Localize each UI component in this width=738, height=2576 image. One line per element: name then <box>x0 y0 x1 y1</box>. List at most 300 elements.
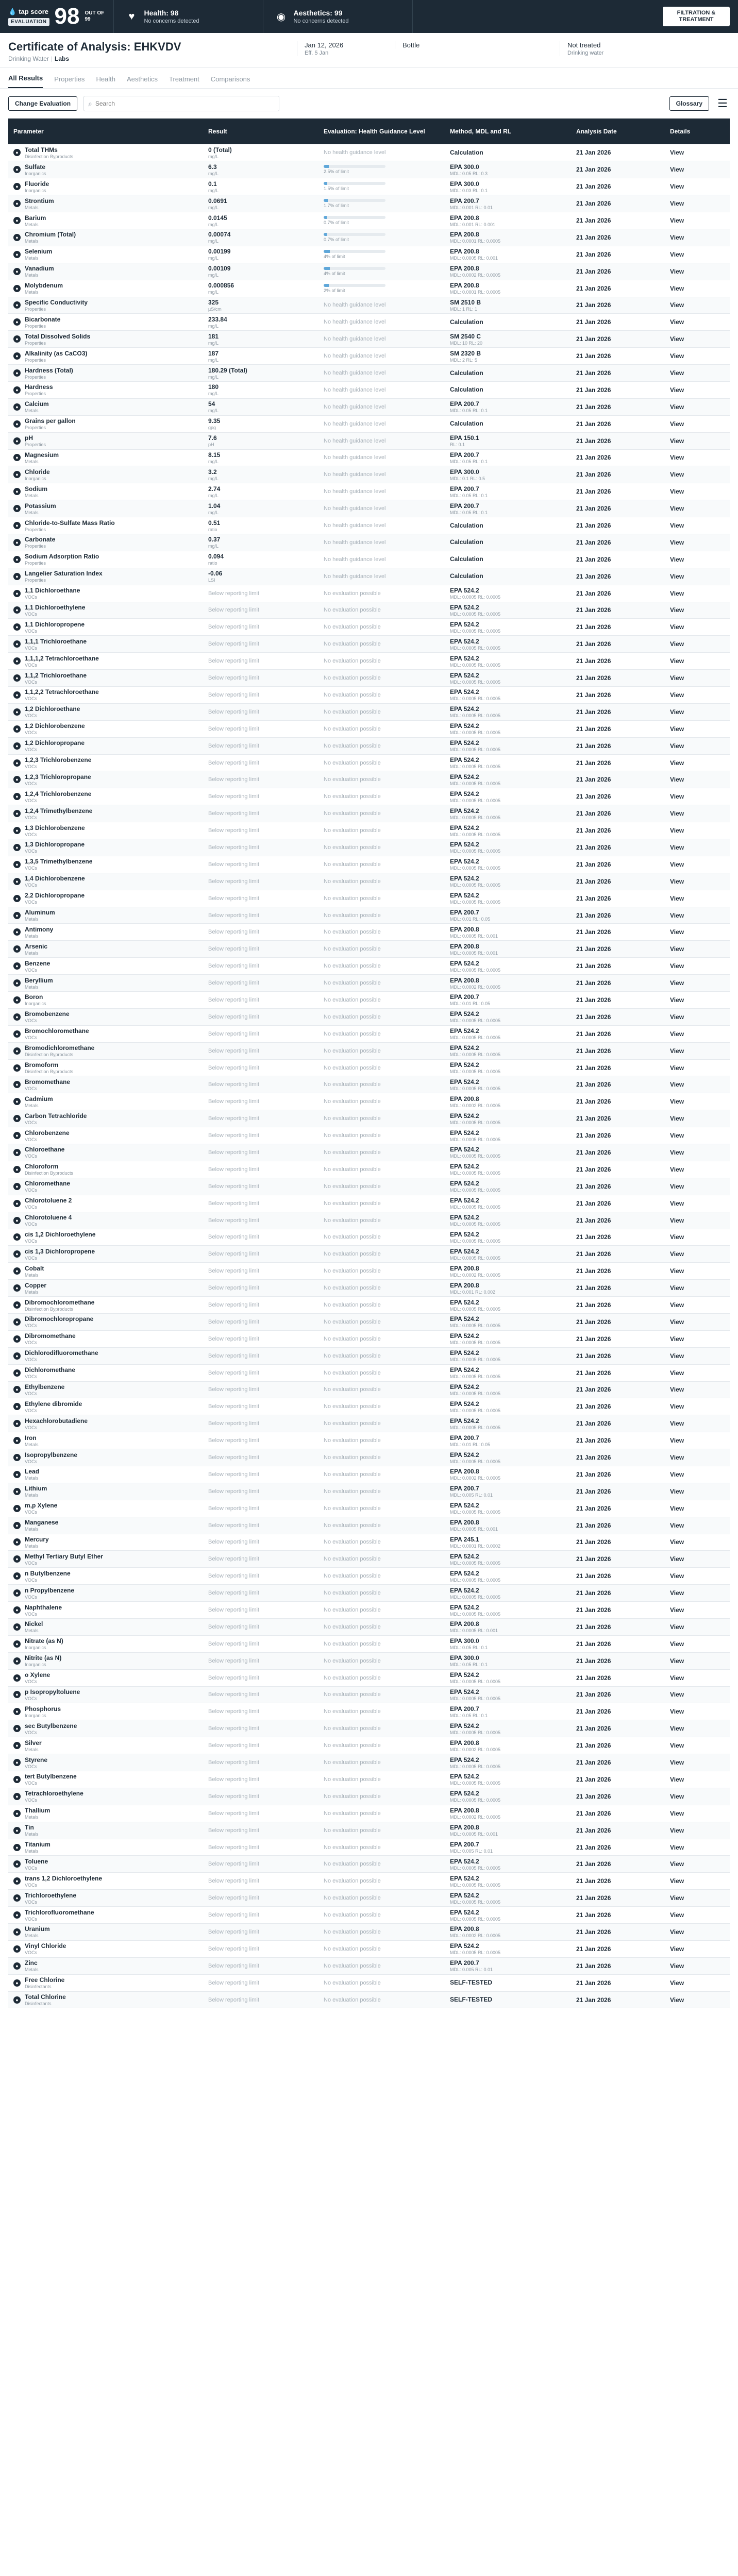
view-details-link[interactable]: View <box>670 335 684 343</box>
parameter-name[interactable]: Benzene <box>25 959 51 967</box>
view-details-link[interactable]: View <box>670 437 684 445</box>
table-row[interactable] <box>8 1280 730 1297</box>
table-row[interactable] <box>8 517 730 534</box>
table-row[interactable] <box>8 788 730 805</box>
table-row[interactable] <box>8 1229 730 1246</box>
parameter-name[interactable]: Chlorobenzene <box>25 1129 70 1137</box>
parameter-name[interactable]: Chromium (Total) <box>25 231 76 239</box>
table-row[interactable] <box>8 1025 730 1042</box>
parameter-name[interactable]: 1,1 Dichloroethane <box>25 587 80 595</box>
table-row[interactable] <box>8 280 730 297</box>
view-details-link[interactable]: View <box>670 522 684 530</box>
hamburger-menu-icon[interactable]: ☰ <box>717 97 728 110</box>
header-evaluation[interactable]: Evaluation: Health Guidance Level <box>318 118 445 144</box>
table-row[interactable] <box>8 585 730 602</box>
table-row[interactable] <box>8 466 730 483</box>
parameter-name[interactable]: n Butylbenzene <box>25 1569 71 1577</box>
table-row[interactable] <box>8 1805 730 1822</box>
table-row[interactable] <box>8 873 730 890</box>
glossary-button[interactable]: Glossary <box>669 96 709 111</box>
view-details-link[interactable]: View <box>670 369 684 377</box>
parameter-name[interactable]: pH <box>25 434 33 442</box>
view-details-link[interactable]: View <box>670 301 684 309</box>
table-row[interactable] <box>8 1686 730 1703</box>
parameter-name[interactable]: Cobalt <box>25 1264 44 1272</box>
view-details-link[interactable]: View <box>670 1199 684 1207</box>
view-details-link[interactable]: View <box>670 538 684 546</box>
parameter-name[interactable]: Tetrachloroethylene <box>25 1790 83 1798</box>
parameter-name[interactable]: Dibromochloromethane <box>25 1298 95 1306</box>
table-row[interactable] <box>8 483 730 500</box>
table-row[interactable] <box>8 246 730 263</box>
parameter-name[interactable]: n Propylbenzene <box>25 1586 75 1594</box>
view-details-link[interactable]: View <box>670 827 684 835</box>
parameter-name[interactable]: Nickel <box>25 1620 43 1628</box>
view-details-link[interactable]: View <box>670 572 684 580</box>
view-details-link[interactable]: View <box>670 708 684 716</box>
view-details-link[interactable]: View <box>670 267 684 275</box>
parameter-name[interactable]: Dichloromethane <box>25 1366 76 1374</box>
parameter-name[interactable]: Trichloroethylene <box>25 1891 77 1899</box>
view-details-link[interactable]: View <box>670 471 684 479</box>
table-row[interactable] <box>8 1737 730 1754</box>
table-row[interactable] <box>8 1940 730 1957</box>
view-details-link[interactable]: View <box>670 1081 684 1089</box>
table-row[interactable] <box>8 1364 730 1381</box>
view-details-link[interactable]: View <box>670 1047 684 1055</box>
table-row[interactable] <box>8 1466 730 1483</box>
parameter-name[interactable]: Alkalinity (as CaCO3) <box>25 349 88 357</box>
view-details-link[interactable]: View <box>670 1148 684 1156</box>
table-row[interactable] <box>8 670 730 687</box>
view-details-link[interactable]: View <box>670 1691 684 1699</box>
view-details-link[interactable]: View <box>670 149 684 157</box>
parameter-name[interactable]: Ethylene dibromide <box>25 1400 82 1408</box>
view-details-link[interactable]: View <box>670 623 684 631</box>
view-details-link[interactable]: View <box>670 284 684 292</box>
header-analysis-date[interactable]: Analysis Date <box>571 118 665 144</box>
view-details-link[interactable]: View <box>670 166 684 174</box>
view-details-link[interactable]: View <box>670 1064 684 1072</box>
view-details-link[interactable]: View <box>670 1216 684 1224</box>
parameter-name[interactable]: Iron <box>25 1434 37 1442</box>
parameter-name[interactable]: Hexachlorobutadiene <box>25 1417 88 1425</box>
view-details-link[interactable]: View <box>670 1877 684 1885</box>
table-row[interactable] <box>8 1059 730 1076</box>
view-details-link[interactable]: View <box>670 793 684 801</box>
parameter-name[interactable]: 1,1 Dichloropropene <box>25 620 85 628</box>
view-details-link[interactable]: View <box>670 1928 684 1936</box>
parameter-name[interactable]: Chloroethane <box>25 1146 65 1154</box>
parameter-name[interactable]: 1,1,2,2 Tetrachloroethane <box>25 688 99 696</box>
header-method[interactable]: Method, MDL and RL <box>445 118 571 144</box>
parameter-name[interactable]: Copper <box>25 1281 46 1289</box>
view-details-link[interactable]: View <box>670 1742 684 1750</box>
view-details-link[interactable]: View <box>670 1284 684 1292</box>
view-details-link[interactable]: View <box>670 1318 684 1326</box>
parameter-name[interactable]: Barium <box>25 214 46 222</box>
table-row[interactable] <box>8 1008 730 1025</box>
table-row[interactable] <box>8 805 730 822</box>
table-row[interactable] <box>8 229 730 246</box>
parameter-name[interactable]: Selenium <box>25 248 53 256</box>
parameter-name[interactable]: Chlorotoluene 2 <box>25 1197 72 1205</box>
parameter-name[interactable]: Dichlorodifluoromethane <box>25 1349 98 1357</box>
view-details-link[interactable]: View <box>670 691 684 699</box>
table-row[interactable] <box>8 331 730 348</box>
table-row[interactable] <box>8 1432 730 1449</box>
table-row[interactable] <box>8 1381 730 1398</box>
table-row[interactable] <box>8 1991 730 2008</box>
table-row[interactable] <box>8 1517 730 1534</box>
table-row[interactable] <box>8 1839 730 1856</box>
view-details-link[interactable]: View <box>670 1538 684 1546</box>
parameter-name[interactable]: Lead <box>25 1468 40 1476</box>
table-row[interactable] <box>8 924 730 941</box>
view-details-link[interactable]: View <box>670 1759 684 1767</box>
table-row[interactable] <box>8 415 730 432</box>
view-details-link[interactable]: View <box>670 1809 684 1817</box>
view-details-link[interactable]: View <box>670 1470 684 1478</box>
table-row[interactable] <box>8 975 730 992</box>
table-row[interactable] <box>8 1957 730 1974</box>
filtration-treatment-button[interactable]: FILTRATION & TREATMENT <box>663 7 730 26</box>
table-row[interactable] <box>8 619 730 636</box>
parameter-name[interactable]: Silver <box>25 1739 42 1747</box>
tab-all-results[interactable]: All Results <box>8 74 43 88</box>
parameter-name[interactable]: Zinc <box>25 1959 38 1967</box>
table-row[interactable] <box>8 1534 730 1551</box>
table-row[interactable] <box>8 1635 730 1652</box>
parameter-name[interactable]: Bromoform <box>25 1061 59 1069</box>
change-evaluation-button[interactable]: Change Evaluation <box>8 96 77 111</box>
view-details-link[interactable]: View <box>670 217 684 224</box>
parameter-name[interactable]: Nitrate (as N) <box>25 1637 63 1645</box>
view-details-link[interactable]: View <box>670 1165 684 1173</box>
table-row[interactable] <box>8 161 730 178</box>
parameter-name[interactable]: Bromodichloromethane <box>25 1044 95 1052</box>
view-details-link[interactable]: View <box>670 1420 684 1428</box>
parameter-name[interactable]: Grains per gallon <box>25 417 76 425</box>
view-details-link[interactable]: View <box>670 810 684 818</box>
parameter-name[interactable]: Carbonate <box>25 536 56 544</box>
parameter-name[interactable]: Strontium <box>25 197 54 205</box>
parameter-name[interactable]: Bromochloromethane <box>25 1027 89 1035</box>
view-details-link[interactable]: View <box>670 606 684 614</box>
view-details-link[interactable]: View <box>670 1352 684 1360</box>
view-details-link[interactable]: View <box>670 1335 684 1343</box>
table-row[interactable] <box>8 432 730 449</box>
view-details-link[interactable]: View <box>670 1826 684 1834</box>
tab-treatment[interactable]: Treatment <box>169 75 199 83</box>
parameter-name[interactable]: Isopropylbenzene <box>25 1451 78 1459</box>
table-row[interactable] <box>8 1873 730 1890</box>
parameter-name[interactable]: 1,2 Dichloropropane <box>25 739 85 747</box>
parameter-name[interactable]: Tin <box>25 1824 34 1832</box>
table-row[interactable] <box>8 1330 730 1347</box>
view-details-link[interactable]: View <box>670 1504 684 1512</box>
table-row[interactable] <box>8 534 730 551</box>
parameter-name[interactable]: 2,2 Dichloropropane <box>25 892 85 900</box>
table-row[interactable] <box>8 839 730 856</box>
view-details-link[interactable]: View <box>670 759 684 767</box>
parameter-name[interactable]: Total THMs <box>25 146 58 154</box>
parameter-name[interactable]: Antimony <box>25 925 54 933</box>
parameter-name[interactable]: Sulfate <box>25 163 46 171</box>
view-details-link[interactable]: View <box>670 1725 684 1733</box>
parameter-name[interactable]: cis 1,2 Dichloroethylene <box>25 1230 96 1238</box>
parameter-name[interactable]: Chloroform <box>25 1163 59 1171</box>
view-details-link[interactable]: View <box>670 657 684 665</box>
view-details-link[interactable]: View <box>670 979 684 987</box>
table-row[interactable] <box>8 1246 730 1263</box>
parameter-name[interactable]: Carbon Tetrachloride <box>25 1112 87 1120</box>
aesthetics-metric[interactable] <box>263 0 413 33</box>
table-row[interactable] <box>8 500 730 517</box>
view-details-link[interactable]: View <box>670 1606 684 1614</box>
table-row[interactable] <box>8 263 730 280</box>
table-row[interactable] <box>8 1974 730 1991</box>
parameter-name[interactable]: Calcium <box>25 400 49 408</box>
table-row[interactable] <box>8 1127 730 1144</box>
view-details-link[interactable]: View <box>670 1521 684 1529</box>
view-details-link[interactable]: View <box>670 776 684 784</box>
table-row[interactable] <box>8 381 730 398</box>
table-row[interactable] <box>8 687 730 704</box>
view-details-link[interactable]: View <box>670 1487 684 1495</box>
parameter-name[interactable]: Toluene <box>25 1857 48 1865</box>
tab-properties[interactable]: Properties <box>54 75 85 83</box>
table-row[interactable] <box>8 1076 730 1093</box>
parameter-name[interactable]: 1,3 Dichloropropane <box>25 841 85 849</box>
parameter-name[interactable]: Boron <box>25 993 43 1001</box>
parameter-name[interactable]: Uranium <box>25 1925 50 1933</box>
parameter-name[interactable]: 1,1,1,2 Tetrachloroethane <box>25 654 99 662</box>
parameter-name[interactable]: Naphthalene <box>25 1603 62 1611</box>
table-row[interactable] <box>8 958 730 975</box>
view-details-link[interactable]: View <box>670 1572 684 1580</box>
table-row[interactable] <box>8 1110 730 1127</box>
view-details-link[interactable]: View <box>670 233 684 241</box>
view-details-link[interactable]: View <box>670 962 684 970</box>
table-row[interactable] <box>8 636 730 653</box>
parameter-name[interactable]: Manganese <box>25 1519 59 1527</box>
tab-health[interactable]: Health <box>96 75 116 83</box>
table-row[interactable] <box>8 890 730 907</box>
table-row[interactable] <box>8 314 730 331</box>
view-details-link[interactable]: View <box>670 1013 684 1021</box>
view-details-link[interactable]: View <box>670 1098 684 1106</box>
table-row[interactable] <box>8 771 730 788</box>
table-row[interactable] <box>8 1551 730 1568</box>
table-row[interactable] <box>8 754 730 771</box>
view-details-link[interactable]: View <box>670 1030 684 1038</box>
table-row[interactable] <box>8 1161 730 1178</box>
table-row[interactable] <box>8 1093 730 1110</box>
parameter-name[interactable]: Specific Conductivity <box>25 298 88 306</box>
table-row[interactable] <box>8 1144 730 1161</box>
table-row[interactable] <box>8 1313 730 1330</box>
table-row[interactable] <box>8 178 730 195</box>
view-details-link[interactable]: View <box>670 1979 684 1987</box>
table-row[interactable] <box>8 1500 730 1517</box>
parameter-name[interactable]: 1,2 Dichlorobenzene <box>25 722 85 730</box>
parameter-name[interactable]: Trichlorofluoromethane <box>25 1908 94 1916</box>
parameter-name[interactable]: Fluoride <box>25 180 49 188</box>
view-details-link[interactable]: View <box>670 1911 684 1919</box>
view-details-link[interactable]: View <box>670 843 684 851</box>
view-details-link[interactable]: View <box>670 674 684 682</box>
view-details-link[interactable]: View <box>670 386 684 394</box>
parameter-name[interactable]: Chloride <box>25 468 50 476</box>
parameter-name[interactable]: 1,1,2 Trichloroethane <box>25 671 87 679</box>
view-details-link[interactable]: View <box>670 200 684 208</box>
parameter-name[interactable]: Bromomethane <box>25 1078 71 1086</box>
parameter-name[interactable]: Vanadium <box>25 265 54 273</box>
table-row[interactable] <box>8 212 730 229</box>
parameter-name[interactable]: 1,2 Dichloroethane <box>25 705 80 713</box>
view-details-link[interactable]: View <box>670 1386 684 1394</box>
parameter-name[interactable]: Potassium <box>25 502 56 510</box>
parameter-name[interactable]: 1,1 Dichloroethylene <box>25 603 86 611</box>
table-row[interactable] <box>8 297 730 314</box>
table-row[interactable] <box>8 1602 730 1619</box>
view-details-link[interactable]: View <box>670 250 684 258</box>
table-row[interactable] <box>8 1347 730 1364</box>
parameter-name[interactable]: Chloromethane <box>25 1180 71 1188</box>
parameter-name[interactable]: Sodium <box>25 485 47 493</box>
table-row[interactable] <box>8 1415 730 1432</box>
view-details-link[interactable]: View <box>670 488 684 496</box>
parameter-name[interactable]: sec Butylbenzene <box>25 1722 77 1730</box>
view-details-link[interactable]: View <box>670 318 684 326</box>
table-row[interactable] <box>8 449 730 466</box>
table-row[interactable] <box>8 1856 730 1873</box>
view-details-link[interactable]: View <box>670 1623 684 1631</box>
view-details-link[interactable]: View <box>670 725 684 733</box>
parameter-name[interactable]: Beryllium <box>25 976 53 984</box>
table-row[interactable] <box>8 1568 730 1585</box>
view-details-link[interactable]: View <box>670 1132 684 1140</box>
table-row[interactable] <box>8 941 730 958</box>
view-details-link[interactable]: View <box>670 1301 684 1309</box>
view-details-link[interactable]: View <box>670 505 684 513</box>
parameter-name[interactable]: Thallium <box>25 1807 51 1815</box>
parameter-name[interactable]: Magnesium <box>25 451 59 459</box>
parameter-name[interactable]: Total Dissolved Solids <box>25 332 91 340</box>
parameter-name[interactable]: Free Chlorine <box>25 1976 65 1984</box>
parameter-name[interactable]: Nitrite (as N) <box>25 1654 62 1662</box>
parameter-name[interactable]: 1,2,3 Trichloropropane <box>25 773 91 781</box>
view-details-link[interactable]: View <box>670 1945 684 1953</box>
table-row[interactable] <box>8 1042 730 1059</box>
search-input[interactable] <box>95 100 275 107</box>
view-details-link[interactable]: View <box>670 1250 684 1258</box>
parameter-name[interactable]: Dibromomethane <box>25 1332 76 1340</box>
parameter-name[interactable]: cis 1,3 Dichloropropene <box>25 1247 95 1255</box>
parameter-name[interactable]: Langelier Saturation Index <box>25 570 103 578</box>
parameter-name[interactable]: Molybdenum <box>25 282 63 290</box>
view-details-link[interactable]: View <box>670 1792 684 1800</box>
view-details-link[interactable]: View <box>670 996 684 1004</box>
parameter-name[interactable]: 1,3 Dichlorobenzene <box>25 824 85 832</box>
table-row[interactable] <box>8 195 730 212</box>
table-row[interactable] <box>8 1788 730 1805</box>
view-details-link[interactable]: View <box>670 742 684 750</box>
parameter-name[interactable]: 1,1,1 Trichloroethane <box>25 637 87 645</box>
table-row[interactable] <box>8 703 730 720</box>
parameter-name[interactable]: Ethylbenzene <box>25 1383 65 1391</box>
view-details-link[interactable]: View <box>670 1860 684 1868</box>
table-row[interactable] <box>8 1890 730 1907</box>
view-details-link[interactable]: View <box>670 1115 684 1123</box>
table-row[interactable] <box>8 1263 730 1280</box>
view-details-link[interactable]: View <box>670 1589 684 1597</box>
table-row[interactable] <box>8 992 730 1009</box>
table-row[interactable] <box>8 907 730 924</box>
view-details-link[interactable]: View <box>670 454 684 462</box>
parameter-name[interactable]: 1,2,4 Trimethylbenzene <box>25 807 93 815</box>
parameter-name[interactable]: Hardness <box>25 383 53 391</box>
view-details-link[interactable]: View <box>670 894 684 902</box>
view-details-link[interactable]: View <box>670 183 684 191</box>
table-row[interactable] <box>8 1669 730 1686</box>
view-details-link[interactable]: View <box>670 1369 684 1377</box>
view-details-link[interactable]: View <box>670 911 684 919</box>
view-details-link[interactable]: View <box>670 1962 684 1970</box>
table-row[interactable] <box>8 1449 730 1466</box>
parameter-name[interactable]: Dibromochloropropane <box>25 1315 94 1323</box>
table-row[interactable] <box>8 1483 730 1500</box>
parameter-name[interactable]: Arsenic <box>25 942 48 950</box>
view-details-link[interactable]: View <box>670 640 684 648</box>
parameter-name[interactable]: Chloride-to-Sulfate Mass Ratio <box>25 519 115 527</box>
tab-comparisons[interactable]: Comparisons <box>210 75 250 83</box>
view-details-link[interactable]: View <box>670 1555 684 1563</box>
table-row[interactable] <box>8 365 730 382</box>
table-row[interactable] <box>8 653 730 670</box>
parameter-name[interactable]: Methyl Tertiary Butyl Ether <box>25 1552 103 1560</box>
parameter-name[interactable]: 1,3,5 Trimethylbenzene <box>25 858 93 866</box>
view-details-link[interactable]: View <box>670 1454 684 1462</box>
table-row[interactable] <box>8 1195 730 1212</box>
header-result[interactable]: Result <box>203 118 318 144</box>
table-row[interactable] <box>8 1754 730 1771</box>
view-details-link[interactable]: View <box>670 1233 684 1241</box>
view-details-link[interactable]: View <box>670 860 684 868</box>
parameter-name[interactable]: Hardness (Total) <box>25 366 73 374</box>
table-row[interactable] <box>8 1771 730 1788</box>
table-row[interactable] <box>8 568 730 585</box>
table-row[interactable] <box>8 1398 730 1415</box>
parameter-name[interactable]: Bicarbonate <box>25 315 61 323</box>
parameter-name[interactable]: Sodium Adsorption Ratio <box>25 553 99 561</box>
view-details-link[interactable]: View <box>670 877 684 885</box>
parameter-name[interactable]: p Isopropyltoluene <box>25 1688 80 1696</box>
table-row[interactable] <box>8 737 730 754</box>
view-details-link[interactable]: View <box>670 555 684 563</box>
parameter-name[interactable]: Mercury <box>25 1535 49 1543</box>
view-details-link[interactable]: View <box>670 928 684 936</box>
view-details-link[interactable]: View <box>670 589 684 597</box>
parameter-name[interactable]: Vinyl Chloride <box>25 1942 66 1950</box>
parameter-name[interactable]: Aluminum <box>25 909 55 917</box>
parameter-name[interactable]: m,p Xylene <box>25 1502 58 1510</box>
view-details-link[interactable]: View <box>670 1267 684 1275</box>
view-details-link[interactable]: View <box>670 1996 684 2004</box>
parameter-name[interactable]: Styrene <box>25 1756 48 1764</box>
parameter-name[interactable]: 1,4 Dichlorobenzene <box>25 875 85 883</box>
